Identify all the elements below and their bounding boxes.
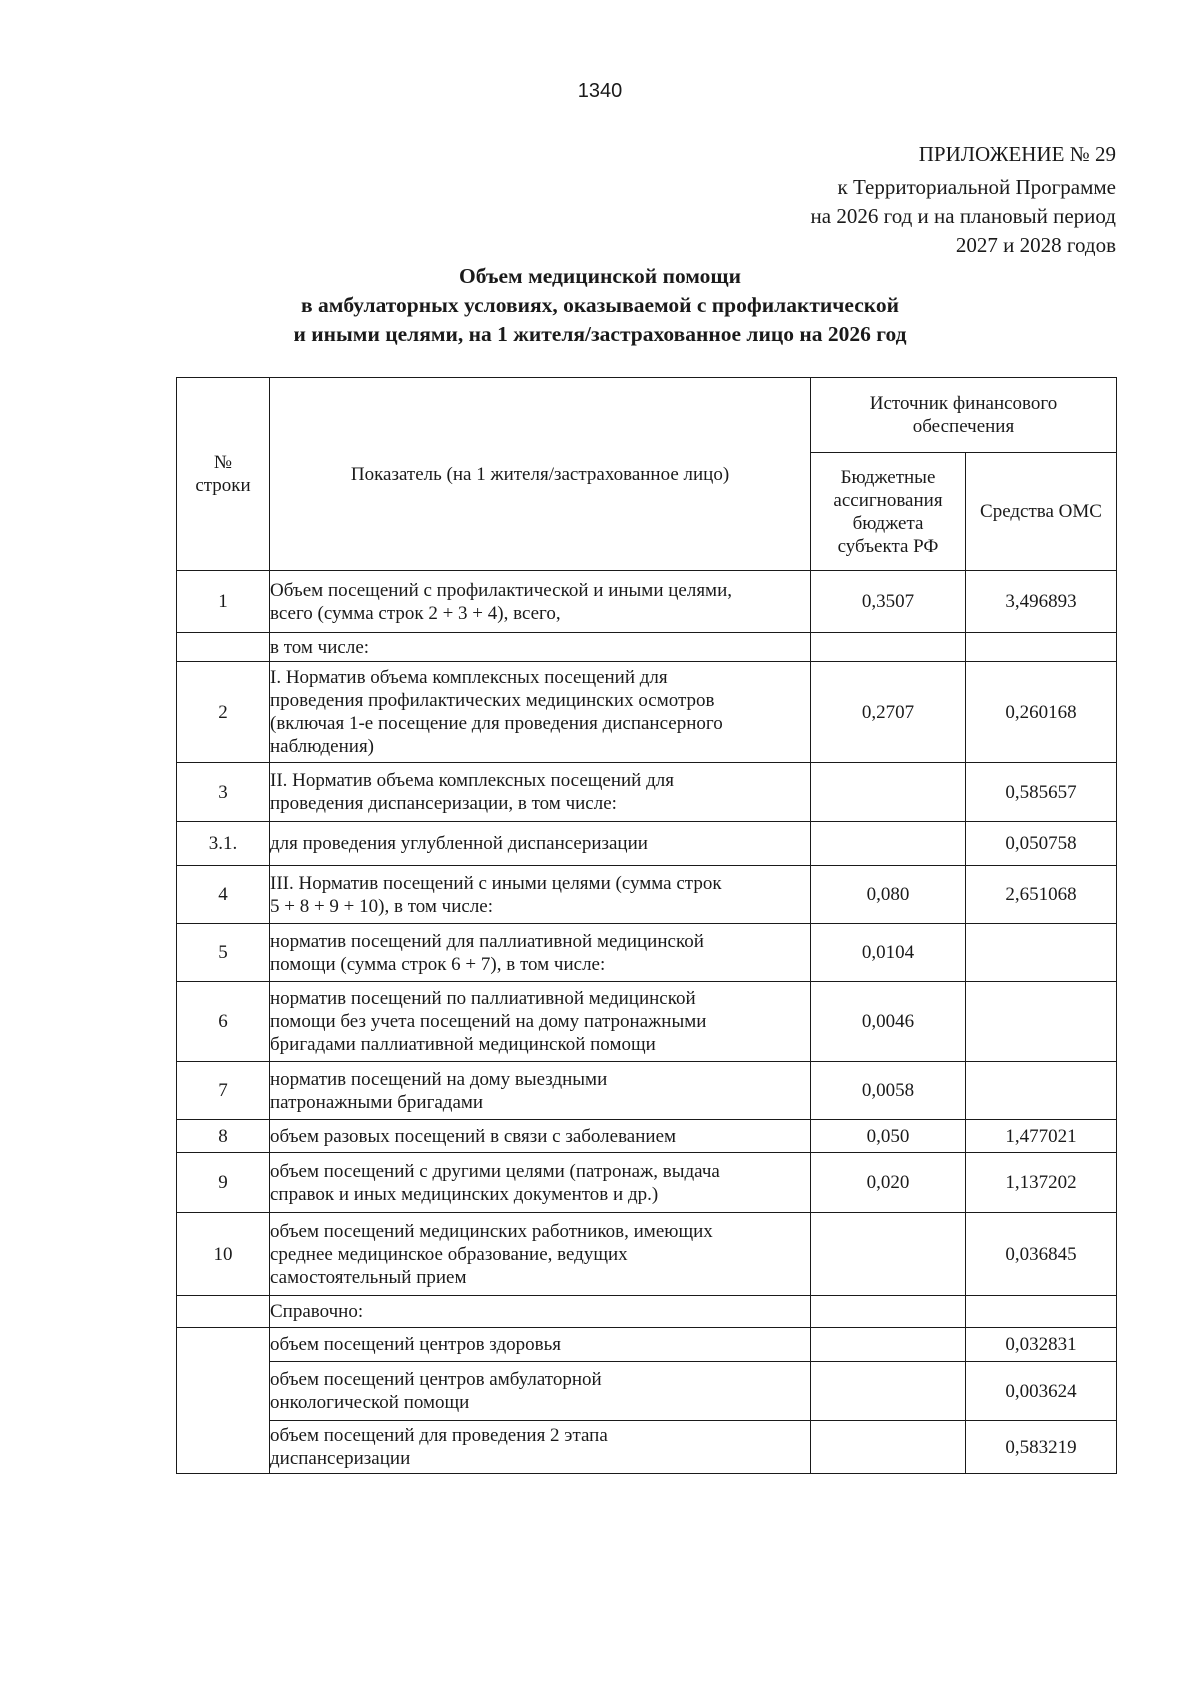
- table-row: [177, 571, 1117, 633]
- row-number-cell: 5: [177, 924, 270, 982]
- oms-value-cell: 1,137202: [966, 1153, 1117, 1213]
- oms-value-cell: 0,583219: [966, 1421, 1117, 1474]
- indicator-line: норматив посещений на дому выездными: [270, 1068, 608, 1090]
- row-number-cell: 3.1.: [177, 822, 270, 866]
- indicator-line: в том числе:: [270, 636, 370, 658]
- oms-value-cell: 2,651068: [966, 866, 1117, 924]
- budget-value-cell: [811, 1328, 966, 1362]
- table-body: [177, 378, 1117, 1474]
- oms-value-cell: 1,477021: [966, 1120, 1117, 1153]
- title-line: в амбулаторных условиях, оказываемой с профилактической: [300, 293, 899, 317]
- budget-value-cell: [811, 763, 966, 822]
- indicator-line: объем посещений центров амбулаторной: [270, 1369, 602, 1390]
- row-number-cell: 3: [177, 763, 270, 822]
- indicator-cell: [270, 571, 811, 633]
- budget-value-cell: 0,2707: [811, 662, 966, 763]
- indicator-line: помощи без учета посещений на дому патронажными: [270, 1011, 707, 1032]
- budget-value-cell: 0,3507: [811, 571, 966, 633]
- indicator-line: объем посещений для проведения 2 этапа: [270, 1425, 608, 1446]
- annex-line: 2027 и 2028 годов: [955, 233, 1116, 257]
- oms-value-cell: [966, 982, 1117, 1062]
- indicator-line: Справочно:: [270, 1301, 364, 1322]
- oms-value-cell: 0,032831: [966, 1328, 1117, 1362]
- indicator-line: проведения диспансеризации, в том числе:: [270, 793, 617, 814]
- indicator-cell: [270, 1362, 811, 1421]
- volume-table: [176, 377, 1117, 1474]
- indicator-line: онкологической помощи: [270, 1392, 470, 1413]
- table-row: [177, 1362, 1117, 1421]
- title-line: и иными целями, на 1 жителя/застрахованное лицо на 2026 год: [293, 322, 907, 346]
- budget-value-cell: 0,0046: [811, 982, 966, 1062]
- indicator-cell: [270, 822, 811, 866]
- indicator-cell: [270, 924, 811, 982]
- indicator-cell: [270, 1213, 811, 1296]
- budget-value-cell: [811, 1213, 966, 1296]
- indicator-line: диспансеризации: [270, 1448, 411, 1469]
- header-row-number: № строки: [177, 378, 270, 571]
- indicator-line: Объем посещений с профилактической и иными целями,: [270, 579, 733, 601]
- header-row: [177, 378, 1117, 453]
- indicator-line: норматив посещений по паллиативной медицинской: [270, 988, 696, 1009]
- table-row: [177, 822, 1117, 866]
- row-number-cell: 10: [177, 1213, 270, 1296]
- oms-value-cell: 0,050758: [966, 822, 1117, 866]
- annex-line: к Территориальной Программе: [837, 175, 1116, 199]
- document-title: [0, 262, 1200, 349]
- table-row: [177, 633, 1117, 662]
- oms-value-cell: [966, 1296, 1117, 1328]
- row-number-cell: 6: [177, 982, 270, 1062]
- oms-value-cell: [966, 1062, 1117, 1120]
- row-number-cell: 7: [177, 1062, 270, 1120]
- indicator-line: I. Норматив объема комплексных посещений для: [270, 667, 668, 688]
- budget-value-cell: [811, 1296, 966, 1328]
- row-number-cell: [177, 1328, 270, 1474]
- budget-value-cell: [811, 1362, 966, 1421]
- indicator-line: объем разовых посещений в связи с заболеванием: [270, 1125, 677, 1147]
- oms-value-cell: [966, 633, 1117, 662]
- indicator-cell: [270, 1296, 811, 1328]
- indicator-line: для проведения углубленной диспансеризации: [270, 833, 648, 854]
- row-number-cell: [177, 633, 270, 662]
- oms-value-cell: 0,036845: [966, 1213, 1117, 1296]
- annex-number: ПРИЛОЖЕНИЕ № 29: [918, 142, 1116, 166]
- budget-value-cell: [811, 1421, 966, 1474]
- indicator-line: справок и иных медицинских документов и др.): [270, 1183, 659, 1205]
- indicator-line: бригадами паллиативной медицинской помощи: [270, 1034, 656, 1055]
- indicator-line: самостоятельный прием: [270, 1266, 467, 1288]
- row-number-cell: 1: [177, 571, 270, 633]
- indicator-line: III. Норматив посещений с иными целями (сумма строк: [270, 872, 722, 894]
- table-row: [177, 1062, 1117, 1120]
- budget-value-cell: 0,020: [811, 1153, 966, 1213]
- table-row: [177, 982, 1117, 1062]
- indicator-cell: [270, 662, 811, 763]
- table-row: [177, 1153, 1117, 1213]
- indicator-cell: [270, 866, 811, 924]
- row-number-cell: [177, 1296, 270, 1328]
- indicator-line: норматив посещений для паллиативной медицинской: [270, 930, 704, 952]
- table-row: [177, 924, 1117, 982]
- oms-value-cell: [966, 924, 1117, 982]
- indicator-line: патронажными бригадами: [270, 1091, 484, 1113]
- indicator-cell: [270, 763, 811, 822]
- indicator-line: проведения профилактических медицинских осмотров: [270, 690, 715, 711]
- indicator-cell: [270, 1153, 811, 1213]
- annex-block: [811, 140, 1116, 260]
- table-row: [177, 1328, 1117, 1362]
- annex-line: на 2026 год и на плановый период: [810, 204, 1116, 228]
- oms-value-cell: 0,260168: [966, 662, 1117, 763]
- indicator-cell: [270, 1328, 811, 1362]
- budget-value-cell: 0,0104: [811, 924, 966, 982]
- indicator-line: 5 + 8 + 9 + 10), в том числе:: [270, 895, 494, 917]
- oms-value-cell: 0,585657: [966, 763, 1117, 822]
- budget-value-cell: 0,080: [811, 866, 966, 924]
- title-line: Объем медицинской помощи: [459, 264, 741, 288]
- row-number-cell: 8: [177, 1120, 270, 1153]
- table-row: [177, 1120, 1117, 1153]
- indicator-line: II. Норматив объема комплексных посещений для: [270, 770, 674, 791]
- budget-value-cell: 0,050: [811, 1120, 966, 1153]
- indicator-cell: [270, 1421, 811, 1474]
- row-number-cell: 4: [177, 866, 270, 924]
- indicator-cell: [270, 982, 811, 1062]
- row-number-cell: 9: [177, 1153, 270, 1213]
- header-funding-source: Источник финансового обеспечения: [811, 378, 1117, 453]
- indicator-line: наблюдения): [270, 736, 375, 757]
- indicator-cell: [270, 633, 811, 662]
- header-oms: Средства ОМС: [966, 453, 1117, 571]
- indicator-line: среднее медицинское образование, ведущих: [270, 1243, 628, 1265]
- indicator-line: помощи (сумма строк 6 + 7), в том числе:: [270, 953, 606, 975]
- table-row: [177, 1421, 1117, 1474]
- table-row: [177, 763, 1117, 822]
- table-row: [177, 662, 1117, 763]
- indicator-line: объем посещений центров здоровья: [270, 1334, 562, 1355]
- table-row: [177, 1213, 1117, 1296]
- header-budget: Бюджетные ассигнования бюджета субъекта РФ: [811, 453, 966, 571]
- row-number-cell: 2: [177, 662, 270, 763]
- oms-value-cell: 0,003624: [966, 1362, 1117, 1421]
- indicator-line: всего (сумма строк 2 + 3 + 4), всего,: [270, 602, 561, 624]
- budget-value-cell: [811, 633, 966, 662]
- budget-value-cell: [811, 822, 966, 866]
- header-indicator: Показатель (на 1 жителя/застрахованное лицо): [270, 378, 811, 571]
- oms-value-cell: 3,496893: [966, 571, 1117, 633]
- indicator-line: (включая 1-е посещение для проведения диспансерного: [270, 713, 723, 734]
- indicator-cell: [270, 1062, 811, 1120]
- indicator-line: объем посещений с другими целями (патронаж, выдача: [270, 1160, 720, 1182]
- indicator-cell: [270, 1120, 811, 1153]
- table-row: [177, 1296, 1117, 1328]
- table-row: [177, 866, 1117, 924]
- indicator-line: объем посещений медицинских работников, имеющих: [270, 1220, 713, 1242]
- budget-value-cell: 0,0058: [811, 1062, 966, 1120]
- page-number: 1340: [577, 80, 623, 102]
